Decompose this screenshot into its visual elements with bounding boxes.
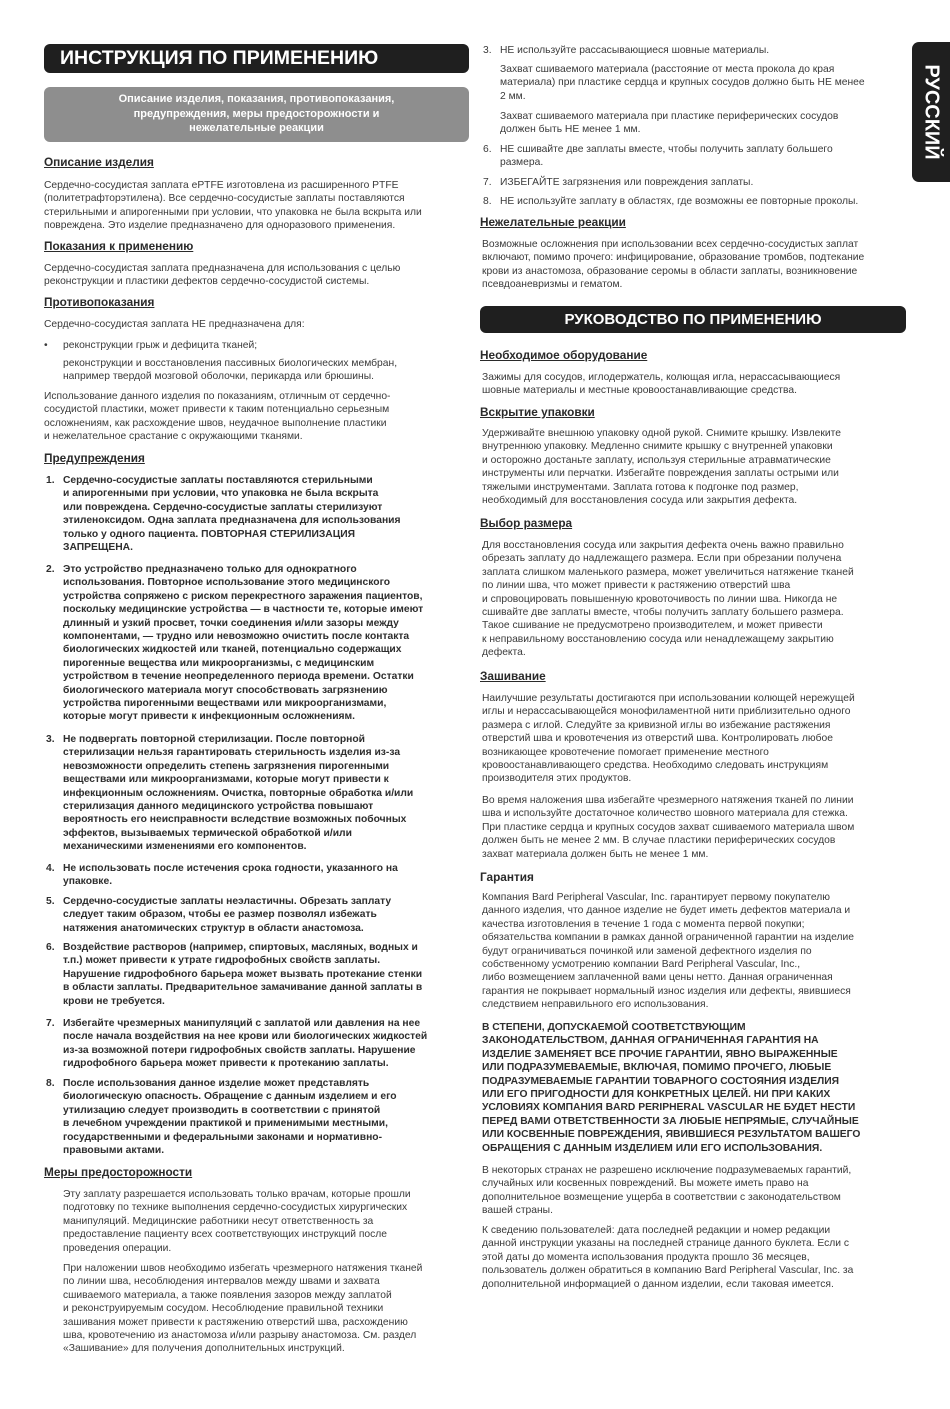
text-line: крови не требуется.	[63, 995, 165, 1007]
text-line: обязательства компании в рамках данной ограниченной гарантии на изделие	[482, 932, 854, 944]
text-line: в лечебном учреждении практикой и применимыми местными,	[63, 1118, 388, 1130]
language-tab	[912, 42, 950, 182]
item-number: 6.	[483, 144, 492, 155]
text-line: зашивания может привести к растяжению отверстий шва, расхождению	[63, 1316, 408, 1328]
bullet-icon: •	[44, 340, 48, 351]
section-heading: Вскрытие упаковки	[480, 405, 595, 419]
text-line: заплата слишком маленького размера, может увеличиться натяжение тканей	[482, 566, 854, 578]
item-number: 2.	[46, 564, 55, 575]
text-line: инфекционным осложнениям. Очистка, повторные обработка и/или	[63, 787, 414, 799]
text-line: НЕ сшивайте две заплаты вместе, чтобы получить заплату большего	[500, 144, 833, 155]
text-line: например твердой мозговой оболочки, перикарда или брюшины.	[63, 371, 374, 383]
text-line: ИЗДЕЛИЕ ЗАМЕНЯЕТ ВСЕ ПРОЧИЕ ГАРАНТИИ, ЯВНО ВЫРАЖЕННЫЕ	[482, 1048, 838, 1060]
text-line: собственному усмотрению компании Bard Peripheral Vascular, Inc.,	[482, 959, 801, 970]
text-line: Сердечно-сосудистые заплаты поставляются стерильными	[63, 475, 373, 486]
text-line: только у одного пациента. ПОВТОРНАЯ СТЕРИЛИЗАЦИЯ	[63, 528, 356, 540]
text-line: отверстий шва и кровотечения из отверстий шва. Контролировать любое	[482, 733, 833, 745]
text-line: повреждена. Это изделие предназначено для одноразового применения.	[44, 220, 396, 232]
text-line: ПЕРЕД ВАМИ ОТВЕТСТВЕННОСТИ ЗА ЛЮБЫЕ НЕПРЯМЫЕ, СЛУЧАЙНЫЕ	[482, 1115, 859, 1127]
text-line: после начала воздействия на нее крови или биологических жидкостей	[63, 1031, 428, 1043]
text-line: устройства сопряжено с риском перекрестного заражения пациентов,	[63, 590, 423, 602]
text-line: по линии шва, что может привести к растяжению отверстий шва	[482, 580, 791, 592]
text-line: должен быть не менее 2 мм. В случае пластики периферических сосудов	[482, 835, 836, 847]
text-line: Удерживайте внешнюю упаковку одной рукой. Снимите крышку. Извлеките	[482, 428, 841, 439]
text-line: или повреждена. Сердечно-сосудистые заплаты стерилизуют	[63, 501, 383, 513]
text-line: устройства пирогенными веществами или микроорганизмами,	[63, 698, 387, 709]
text-line: качества изготовления в течение 1 года с момента первой покупки;	[482, 918, 805, 930]
text-line: использования. Повторное использование этого медицинского	[63, 577, 391, 589]
text-line: и реконструируемым сосудом. Несоблюдение правильной техники	[63, 1303, 384, 1315]
section-heading: Нежелательные реакции	[480, 215, 626, 229]
text-line: по линии шва, несоблюдения интервалов между швами и захвата	[63, 1276, 380, 1288]
text-line: Не подвергать повторной стерилизации. После повторной	[63, 734, 365, 745]
text-line: шовные материалы и местные кровоостанавливающие средства.	[482, 385, 797, 397]
text-line: «Зашивание» для получения дополнительных инструкций.	[63, 1343, 345, 1355]
text-line: ИЛИ ЕГО ПРИГОДНОСТИ ДЛЯ КОНКРЕТНЫХ ЦЕЛЕЙ. НИ ПРИ КАКИХ	[482, 1089, 831, 1100]
text-line: и осторожно достаньте заплату, используя стерильные атравматические	[482, 454, 831, 466]
text-line: случайных или косвенных повреждений. Вы можете иметь право на	[482, 1178, 809, 1190]
text-line: Компания Bard Peripheral Vascular, Inc. гарантирует первому покупателю	[482, 892, 830, 903]
section-heading: Зашивание	[480, 669, 546, 683]
text-line: Это устройство предназначено только для однократного	[63, 564, 357, 575]
text-line: ИЛИ ПОДРАЗУМЕВАЕМЫЕ, ВКЛЮЧАЯ, ПОМИМО ПРОЧЕГО, ЛЮБЫЕ	[482, 1062, 832, 1074]
text-line: реконструкции и восстановления пассивных биологических мембран,	[63, 358, 398, 369]
text-line: производителя этих продуктов.	[482, 773, 632, 785]
text-line: сшивайте две заплаты вместе, чтобы получить заплату большего размера.	[482, 607, 844, 618]
subtitle-box	[44, 87, 469, 142]
text-line: размера с иглой. Следуйте за кривизной иглы во избежание растяжения	[482, 719, 831, 731]
text-line: Сердечно-сосудистая заплата предназначена для использования с целью	[44, 263, 401, 274]
text-line: (политетрафторэтилена). Все сердечно-сосудистые заплаты поставляются	[44, 193, 405, 205]
item-number: 1.	[46, 475, 55, 486]
text-line: механическими изменениями его компонентов.	[63, 841, 307, 853]
text-line: После использования данное изделие может представлять	[63, 1078, 370, 1089]
text-line: Такое сшивание не предусмотрено производителем, и может привести	[482, 620, 823, 632]
text-line: ИЛИ КОСВЕННЫЕ ПОВРЕЖДЕНИЯ, ЯВИВШИЕСЯ РЕЗУЛЬТАТОМ ВАШЕГО	[482, 1129, 861, 1141]
text-line: материала) при пластике сердца и крупных сосудов должно быть НЕ менее	[500, 77, 865, 89]
text-line: Возможные осложнения при использовании всех сердечно-сосудистых заплат	[482, 239, 859, 250]
item-number: 8.	[483, 196, 492, 207]
item-number: 7.	[46, 1018, 55, 1029]
text-line: Во время наложения шва избегайте чрезмерного натяжения тканей по линии	[482, 795, 854, 806]
text-line: шва и используйте достаточное количество шовного материала для стежка.	[482, 808, 848, 820]
guide-title: РУКОВОДСТВО ПО ПРИМЕНЕНИЮ	[480, 306, 906, 333]
text-line: В некоторых странах не разрешено исключение подразумеваемых гарантий,	[482, 1165, 852, 1176]
text-line: УСЛОВИЯХ КОМПАНИЯ BARD PERIPHERAL VASCULAR НЕ БУДЕТ НЕСТИ	[482, 1102, 856, 1114]
section-heading: Предупреждения	[44, 451, 145, 465]
text-line: и спровоцировать повышенную кровоточивость по линии шва. Никогда не	[482, 593, 838, 605]
text-line: Не использовать после истечения срока годности, указанного на	[63, 863, 398, 874]
text-line: стерилизации нельзя гарантировать стерильность изделия из-за	[63, 747, 401, 759]
text-line: стерилизация данного медицинского устройства повышают	[63, 801, 374, 812]
text-line: гидрофобного барьера может привести к протеканию заплаты.	[63, 1058, 389, 1070]
text-line: веществами или микроорганизмами, которые могут привести к	[63, 774, 389, 786]
text-line: реконструкции и пластики дефектов сердечно-сосудистой системы.	[44, 276, 370, 288]
text-line: Избегайте чрезмерных манипуляций с заплатой или давления на нее	[63, 1018, 421, 1029]
section-heading: Меры предосторожности	[44, 1165, 193, 1179]
text-line: Сердечно-сосудистая заплата ePTFE изготовлена из расширенного PTFE	[44, 180, 399, 191]
text-line: биологических жидкостей или тканей, потенциально содержащих	[63, 644, 402, 656]
text-line: включают, помимо прочего: инфицирование, образование тромбов, подтекание	[482, 252, 865, 264]
text-line: правовыми актами.	[63, 1145, 165, 1156]
subtitle-line: нежелательные реакции	[189, 122, 324, 134]
page-title: ИНСТРУКЦИЯ ПО ПРИМЕНЕНИЮ	[44, 44, 469, 73]
text-line: этиленоксидом. Одна заплата предназначена для использования	[63, 515, 401, 527]
text-line: Использование данного изделия по показаниям, отличным от сердечно-	[44, 391, 391, 402]
text-line: 2 мм.	[500, 90, 526, 102]
text-line: государственными и федеральными законами и нормативно-	[63, 1131, 383, 1143]
text-line: устройством в течение неопределенного периода времени. Остатки	[63, 671, 414, 683]
text-line: Воздействие растворов (например, спиртовых, масляных, водных и	[63, 942, 418, 953]
text-line: Захват сшиваемого материала (расстояние от места прокола до края	[500, 64, 835, 75]
text-line: в области заплаты. Предварительное замачивание данной заплаты в	[63, 982, 423, 994]
text-line: либо возмещением заплаченной вами цены нетто. Данная ограниченная	[482, 972, 833, 984]
item-number: 5.	[46, 896, 55, 907]
text-line: вероятность его неисправности вследствие возможных побочных	[63, 814, 407, 826]
text-line: При пластике сердца и крупных сосудов захват сшиваемого материала швом	[482, 821, 855, 833]
text-line: этой даты до момента использования продукта прошло 36 месяцев,	[482, 1251, 810, 1263]
text-line: т.п.) может привести к утрате гидрофобных свойств заплаты.	[63, 955, 381, 967]
text-line: захват материала должен быть не менее 1 мм.	[482, 848, 709, 860]
text-line: невозможности определить степень загрязнения пирогенными	[63, 760, 390, 772]
text-line: из-за возможной потери гидрофобных свойств заплаты. Нарушение	[63, 1044, 416, 1056]
text-line: эффектов, вызываемых термической обработкой и/или	[63, 827, 352, 839]
text-line: необходимый для восстановления сосуда или закрытия дефекта.	[482, 495, 798, 506]
text-line: иглы и нерассасывающейся монофиламентной нити приблизительно одного	[482, 706, 851, 718]
text-line: Сердечно-сосудистые заплаты неэластичны. Обрезать заплату	[63, 896, 392, 907]
text-line: внутреннюю упаковку. Медленно снимите крышку с внутренней упаковки	[482, 441, 833, 453]
text-line: следствием неправильного его использования.	[482, 999, 709, 1011]
text-line: кровоостанавливающего средства. Необходимо следовать инструкциям	[482, 760, 829, 771]
text-line: тяжелыми инструментами. Заплата готова к подгонке под размер,	[482, 481, 799, 493]
text-line: ПОДРАЗУМЕВАЕМЫЕ ГАРАНТИИ ТОВАРНОГО СОСТОЯНИЯ ИЗДЕЛИЯ	[482, 1075, 840, 1087]
text-line: К сведению пользователей: дата последней редакции и номер редакции	[482, 1225, 831, 1236]
text-line: Захват сшиваемого материала при пластике периферических сосудов	[500, 111, 839, 122]
text-line: При наложении швов необходимо избегать чрезмерного натяжения тканей	[63, 1263, 423, 1274]
text-line: ЗАКОНОДАТЕЛЬСТВОМ, ДАННАЯ ОГРАНИЧЕННАЯ ГАРАНТИЯ НА	[482, 1035, 819, 1047]
text-line: Наилучшие результаты достигаются при использовании колющей нережущей	[482, 693, 855, 704]
text-line: Зажимы для сосудов, иглодержатель, колющая игла, нерассасывающиеся	[482, 372, 841, 383]
text-line: дополнительное возмещение ущерба в соответствии с законодательством	[482, 1191, 841, 1203]
text-line: сосудистой пластики, может привести к таким потенциально серьезным	[44, 404, 390, 416]
text-line: дефекта.	[482, 647, 526, 659]
text-line: сшиваемого материала, а также появления зазоров между заплатой	[63, 1289, 392, 1301]
text-line: данной инструкции указаны на последней странице данного буклета. Если с	[482, 1238, 850, 1250]
text-line: осложнениям, как расхождение швов, неудачное выполнение пластики	[44, 417, 387, 429]
text-line: шва, кровотечению из анастомоза и/или разрыву анастомоза. См. раздел	[63, 1330, 417, 1341]
text-line: и нежелательное срастание с окружающими тканями.	[44, 431, 303, 443]
text-line: Нарушение гидрофобного барьера может вызвать протекание стенки	[63, 968, 423, 980]
text-line: дополнительной информацией о данном изделии, если таковая имеется.	[482, 1278, 834, 1290]
subtitle-line: Описание изделия, показания, противопоказания,	[118, 93, 395, 105]
text-line: Сердечно-сосудистая заплата НЕ предназначена для:	[44, 319, 305, 330]
text-line: длинный и узкий просвет, точки соединения и/или зазоры между	[63, 617, 399, 629]
item-number: 8.	[46, 1078, 55, 1089]
text-line: подготовку по технике выполнения сердечно-сосудистых хирургических	[63, 1202, 408, 1214]
text-line: псевдоаневризмы и гематом.	[482, 279, 623, 291]
text-line: ОБРАЩЕНИЯ С ДАННЫМ ИЗДЕЛИЕМ ИЛИ ЕГО ИСПОЛЬЗОВАНИЯ.	[482, 1142, 823, 1154]
text-line: поскольку медицинские устройства — в частности те, которые имеют	[63, 604, 424, 616]
text-line: вашей страны.	[482, 1205, 553, 1217]
section-heading: Показания к применению	[44, 239, 194, 253]
text-line: которые могут привести к инфекционным осложнениям.	[63, 711, 356, 723]
language-label: РУССКИЙ	[920, 64, 943, 160]
text-line: обрезать заплату до надлежащего размера. Если при обрезании получена	[482, 553, 842, 565]
text-line: инструменты или перчатки. Избегайте повреждения заплаты острыми или	[482, 468, 839, 480]
text-line: предоставление пациенту всех соответствующих инструкций после	[63, 1229, 387, 1241]
text-line: биологическую опасность. Обращение с данным изделием и его	[63, 1091, 397, 1103]
section-heading: Необходимое оборудование	[480, 348, 648, 362]
item-number: 3.	[46, 734, 55, 745]
text-line: крови из анастомоза, образование серомы в области заплаты, возникновение	[482, 265, 858, 277]
text-line: ИЗБЕГАЙТЕ загрязнения или повреждения заплаты.	[500, 177, 754, 188]
item-number: 4.	[46, 863, 55, 874]
text-line: должен быть НЕ менее 1 мм.	[500, 124, 641, 136]
text-line: к неправильному восстановлению сосуда или ненадлежащему закрытию	[482, 633, 834, 645]
text-line: Эту заплату разрешается использовать только врачам, которые прошли	[63, 1189, 411, 1200]
text-line: утилизацию следует производить в соответствии с принятой	[63, 1104, 381, 1116]
text-line: натяжения анатомических структур в области анастомоза.	[63, 922, 364, 934]
text-line: пользователь должен обратиться в компанию Bard Peripheral Vascular, Inc. за	[482, 1265, 854, 1277]
text-line: манипуляций. Медицинские работники несут ответственность за	[63, 1215, 374, 1227]
section-heading: Описание изделия	[44, 155, 154, 169]
text-line: биологического материала могут способствовать загрязнению	[63, 684, 388, 696]
text-line: Для восстановления сосуда или закрытия дефекта очень важно правильно	[482, 540, 844, 551]
text-line: гарантия не покрывает нормальный износ изделия или дефекты, явившиеся	[482, 985, 851, 997]
text-line: будут ограничиваться починкой или заменой дефектного изделия по	[482, 945, 812, 957]
item-number: 6.	[46, 942, 55, 953]
text-line: и апирогенными при условии, что упаковка не была вскрыта	[63, 488, 379, 500]
text-line: возникающее кровотечение помогает применение местного	[482, 746, 769, 758]
text-line: НЕ используйте рассасывающиеся шовные материалы.	[500, 45, 770, 56]
section-heading: Выбор размера	[480, 516, 573, 530]
text-line: реконструкции грыж и дефицита тканей;	[63, 340, 258, 351]
subtitle-line: предупреждения, меры предосторожности и	[133, 107, 380, 120]
text-line: размера.	[500, 157, 544, 169]
section-heading: Противопоказания	[44, 295, 155, 309]
text-line: данного изделия, что данное изделие не будет иметь дефектов материала и	[482, 905, 851, 917]
text-line: пирогенные вещества или микроорганизмы, с медицинским	[63, 657, 375, 669]
text-line: НЕ используйте заплату в областях, где возможны ее повторные проколы.	[500, 196, 859, 207]
text-line: ЗАПРЕЩЕНА.	[63, 542, 133, 553]
text-line: стерильными и апирогенными при условии, что упаковка не была вскрыта или	[44, 206, 422, 218]
text-line: упаковке.	[63, 876, 113, 888]
text-line: проведения операции.	[63, 1242, 172, 1254]
item-number: 3.	[483, 45, 492, 56]
text-line: следует таким образом, чтобы ее размер позволял избежать	[63, 909, 377, 921]
text-line: компонентами, — трудно или невозможно очистить после контакта	[63, 631, 410, 642]
item-number: 7.	[483, 177, 492, 188]
section-heading: Гарантия	[480, 870, 534, 884]
text-line: В СТЕПЕНИ, ДОПУСКАЕМОЙ СООТВЕТСТВУЮЩИМ	[482, 1022, 746, 1033]
